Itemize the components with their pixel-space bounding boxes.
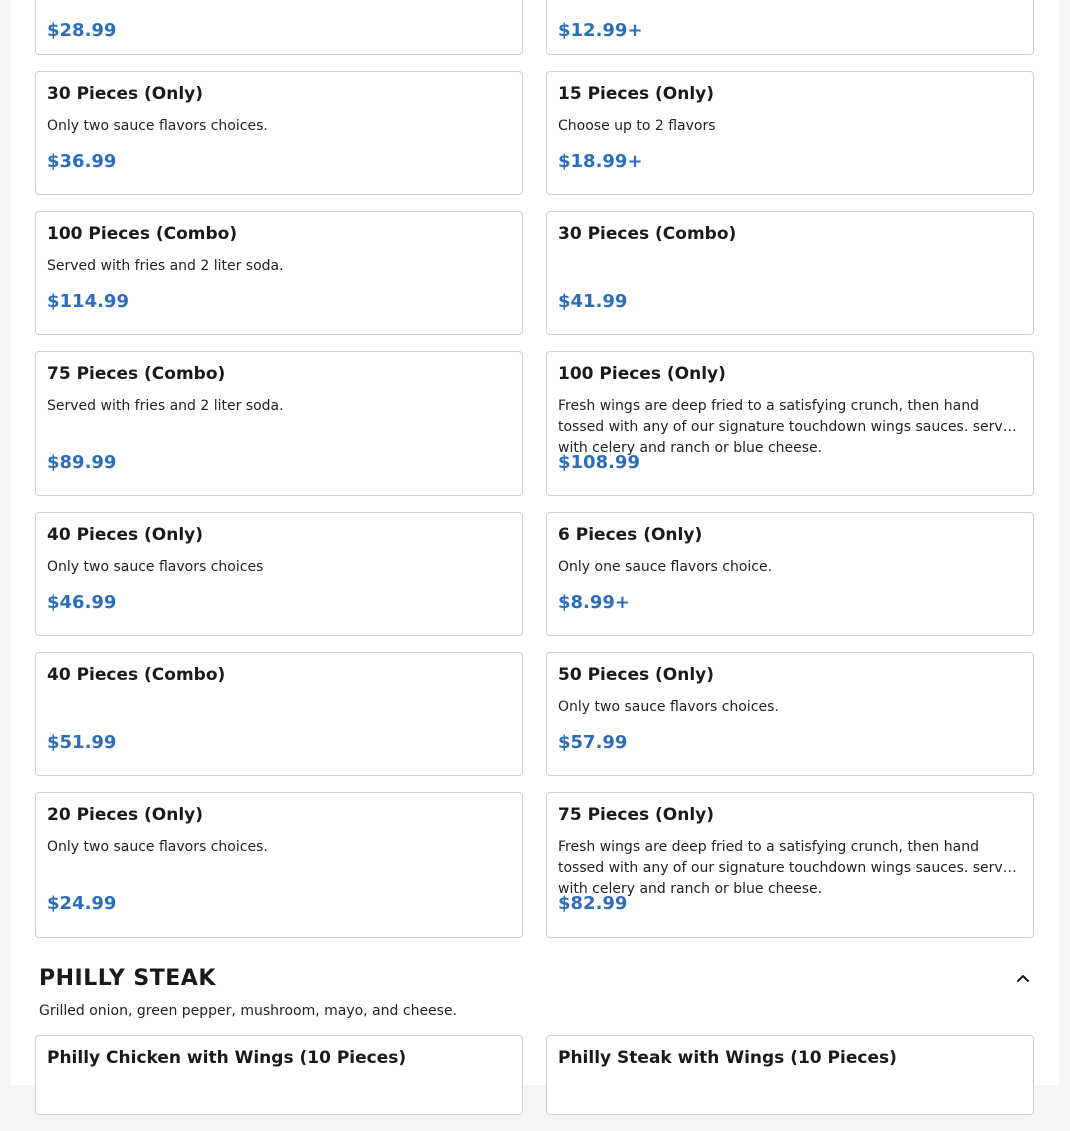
menu-item-card[interactable]: [35, 211, 523, 335]
wings-item-grid: [35, 0, 1034, 954]
item-title: 15 Pieces (Only): [558, 84, 715, 104]
item-title: 40 Pieces (Combo): [47, 665, 226, 685]
item-description: Only two sauce flavors choices: [47, 559, 264, 575]
item-title: Philly Steak with Wings (10 Pieces): [558, 1048, 897, 1068]
menu-page: [11, 0, 1059, 1085]
menu-item-card[interactable]: [35, 792, 523, 938]
item-title: 75 Pieces (Combo): [47, 364, 226, 384]
item-description: Only two sauce flavors choices.: [47, 839, 268, 855]
section-title: PHILLY STEAK: [39, 966, 216, 991]
item-price: $108.99: [558, 452, 640, 473]
item-title: 20 Pieces (Only): [47, 805, 204, 825]
item-description: Only two sauce flavors choices.: [558, 699, 779, 715]
section-description: Grilled onion, green pepper, mushroom, mayo, and cheese.: [39, 1003, 458, 1019]
menu-item-card[interactable]: [35, 1035, 523, 1115]
menu-item-card[interactable]: [546, 211, 1034, 335]
menu-item-card[interactable]: [546, 512, 1034, 636]
menu-item-card[interactable]: [546, 1035, 1034, 1115]
item-price: $41.99: [558, 291, 628, 312]
item-price: $46.99: [47, 592, 117, 613]
item-title: 50 Pieces (Only): [558, 665, 715, 685]
item-title: 100 Pieces (Only): [558, 364, 726, 384]
item-price: $8.99+: [558, 592, 631, 613]
item-description: Served with fries and 2 liter soda.: [47, 398, 284, 414]
item-description: Served with fries and 2 liter soda.: [47, 258, 284, 274]
menu-item-card[interactable]: [546, 792, 1034, 938]
item-description: Only two sauce flavors choices.: [47, 118, 268, 134]
item-title: Philly Chicken with Wings (10 Pieces): [47, 1048, 407, 1068]
item-description: Fresh wings are deep fried to a satisfying crunch, then hand tossed with any of our signature touchdown wings sauces. served with celery and ranch or blue cheese.: [558, 839, 1021, 897]
menu-item-card[interactable]: [35, 512, 523, 636]
menu-item-card[interactable]: [35, 0, 523, 55]
item-price: $114.99: [47, 291, 129, 312]
item-price: $57.99: [558, 732, 628, 753]
menu-item-card[interactable]: [35, 652, 523, 776]
item-price: $18.99+: [558, 151, 643, 172]
item-description: Choose up to 2 flavors: [558, 118, 716, 134]
menu-item-card[interactable]: [35, 351, 523, 496]
section-collapse-button[interactable]: [1011, 966, 1035, 990]
item-description: [558, 256, 1022, 277]
item-title: 40 Pieces (Only): [47, 525, 204, 545]
item-title: 6 Pieces (Only): [558, 525, 703, 545]
item-title: 75 Pieces (Only): [558, 805, 715, 825]
philly-item-grid: [35, 1035, 1034, 1131]
item-title: 100 Pieces (Combo): [47, 224, 238, 244]
item-title: 30 Pieces (Combo): [558, 224, 737, 244]
item-price: $89.99: [47, 452, 117, 473]
item-price: $12.99+: [558, 20, 643, 41]
philly-steak-section-header: [39, 962, 1035, 1021]
item-price: $36.99: [47, 151, 117, 172]
menu-item-card[interactable]: [546, 351, 1034, 496]
chevron-up-icon: [1015, 970, 1031, 986]
item-price: $82.99: [558, 893, 628, 914]
item-title: 30 Pieces (Only): [47, 84, 204, 104]
menu-item-card[interactable]: [546, 652, 1034, 776]
menu-item-card[interactable]: [546, 71, 1034, 195]
menu-item-card[interactable]: [35, 71, 523, 195]
item-price: $24.99: [47, 893, 117, 914]
item-description: Only one sauce flavors choice.: [558, 559, 773, 575]
item-description: [47, 697, 511, 718]
item-price: $51.99: [47, 732, 117, 753]
item-description: Fresh wings are deep fried to a satisfying crunch, then hand tossed with any of our signature touchdown wings sauces. served with celery and ranch or blue cheese.: [558, 398, 1021, 456]
item-price: $28.99: [47, 20, 117, 41]
menu-item-card[interactable]: [546, 0, 1034, 55]
